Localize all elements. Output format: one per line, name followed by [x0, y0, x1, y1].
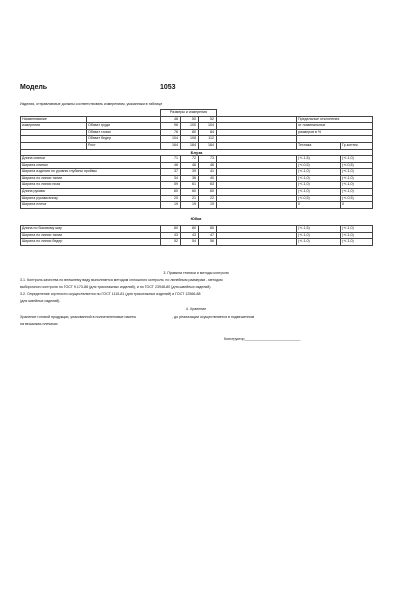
- cell-v2: 36: [181, 175, 199, 182]
- header-table: [20, 109, 373, 156]
- cell-tol2: (+/-1,0): [341, 175, 373, 182]
- table-row: [21, 129, 373, 136]
- cell-tol1: (+/-0,5): [297, 195, 341, 202]
- table-row: [21, 110, 373, 117]
- cell-v2: 54: [181, 239, 199, 246]
- paragraph-3-2-cont: (для швейных изделий).: [20, 299, 61, 303]
- section-4-title: 4. Хранение: [185, 307, 207, 311]
- cell-v3: 22: [199, 195, 217, 202]
- cell-tol1: (+/-1,5): [297, 226, 341, 233]
- cell-tol2: (+/-1,0): [341, 169, 373, 176]
- cell-empty: [217, 239, 297, 246]
- cell-name: Ширина изделия по уровню глубины проймы: [21, 169, 161, 176]
- cell-empty: [217, 169, 297, 176]
- section-title-blouse: Блуза: [21, 149, 373, 156]
- cell-tol2: (+/-1,0): [341, 156, 373, 163]
- cell-v3: 19: [199, 202, 217, 209]
- cell-empty: [217, 226, 297, 233]
- table-cell: размеров в %: [297, 129, 373, 136]
- cell-empty: [217, 175, 297, 182]
- table-row: [21, 182, 373, 189]
- sizes-header: Размеры и измерения: [161, 110, 217, 117]
- cell-tol2: 0: [341, 202, 373, 209]
- table-cell: Обхват талии: [87, 129, 161, 136]
- table-row: [21, 226, 373, 233]
- cell-tol1: 0: [297, 202, 341, 209]
- table-cell: от номинальных: [297, 123, 373, 130]
- table-cell: 76: [161, 129, 181, 136]
- cell-empty: [217, 188, 297, 195]
- cell-v3: 73: [199, 156, 217, 163]
- table-cell: 96: [161, 123, 181, 130]
- cell-v2: 43: [181, 232, 199, 239]
- table-cell: 108: [181, 136, 199, 143]
- cell-tol1: (+/-0,5): [297, 162, 341, 169]
- cell-name: Ширина спинки: [21, 162, 161, 169]
- table-cell: Техника: [297, 142, 341, 149]
- table-cell: [21, 142, 87, 149]
- table-cell: Предельные отклонения: [297, 116, 373, 123]
- table-row: [21, 239, 373, 246]
- table-cell: 50: [181, 116, 199, 123]
- cell-v1: 19: [161, 202, 181, 209]
- cell-v2: 61: [181, 182, 199, 189]
- cell-name: Длина рукава: [21, 188, 161, 195]
- cell-v3: 41: [199, 169, 217, 176]
- table-row: [21, 169, 373, 176]
- cell-v1: 20: [161, 195, 181, 202]
- cell-empty: [217, 182, 297, 189]
- paragraph-3-1-cont: выборочного контроля по ГОСТ 9.173-86 (для трикотажных изделий), и по ГОСТ 23948-80 (для швейных изделий).: [20, 285, 212, 289]
- cell-tol2: (+/-1,0): [341, 239, 373, 246]
- table-row: [21, 188, 373, 195]
- model-heading: [20, 84, 176, 91]
- table-cell: 100: [181, 123, 199, 130]
- cell-name: Ширина по линии бедер: [21, 239, 161, 246]
- table-cell: Обхват груди: [87, 123, 161, 130]
- cell-tol2: (+/-1,0): [341, 188, 373, 195]
- cell-v2: 19: [181, 202, 199, 209]
- cell-empty: [217, 195, 297, 202]
- cell-v1: 43: [161, 232, 181, 239]
- cell-tol1: (+/-1,0): [297, 182, 341, 189]
- blouse-table: [20, 155, 373, 209]
- table-cell: Обхват бедер: [87, 136, 161, 143]
- cell-v1: 60: [161, 188, 181, 195]
- cell-v3: 56: [199, 239, 217, 246]
- paragraph-3-2: 3.2. Определение сортности осуществляется по ГОСТ 1115-81 (для трикотажных изделий) и ГОСТ 12566-88: [20, 292, 201, 296]
- cell-v1: 59: [161, 182, 181, 189]
- paragraph-4: Хранение готовой продукции, упакованной в полиэтиленовые пакеты , до реализации осуществляется в подвешенном: [20, 315, 255, 319]
- cell-v1: 37: [161, 169, 181, 176]
- cell-tol1: (+/-1,0): [297, 232, 341, 239]
- table-cell: измерения: [21, 123, 87, 130]
- cell-empty: [217, 162, 297, 169]
- table-cell: Наименование: [21, 116, 87, 123]
- table-cell: [217, 142, 297, 149]
- paragraph-4-cont: на вешалках-плечиках: [20, 322, 58, 326]
- table-cell: 84: [199, 129, 217, 136]
- table-cell: Рост: [87, 142, 161, 149]
- cell-name: Ширина по линии низа: [21, 182, 161, 189]
- cell-v1: 52: [161, 239, 181, 246]
- table-cell: 164: [161, 142, 181, 149]
- cell-name: Длина по боковому шву: [21, 226, 161, 233]
- table-row: [21, 195, 373, 202]
- section-3-title: 3. Правила техники и методы контроля: [163, 271, 229, 275]
- table-row: [21, 136, 373, 143]
- cell-name: Ширина по линии талии: [21, 175, 161, 182]
- cell-tol1: (+/-1,0): [297, 239, 341, 246]
- table-row: [21, 156, 373, 163]
- signature-line: Конструктор____________________________: [224, 337, 301, 341]
- table-cell: [87, 116, 161, 123]
- skirt-section-header: [20, 216, 372, 222]
- cell-v1: 80: [161, 226, 181, 233]
- table-cell: Гр.контек.: [341, 142, 373, 149]
- table-cell: 164: [181, 142, 199, 149]
- cell-v2: 21: [181, 195, 199, 202]
- cell-v2: 39: [181, 169, 199, 176]
- cell-v3: 80: [199, 226, 217, 233]
- table-cell: 104: [161, 136, 181, 143]
- cell-empty: [217, 202, 297, 209]
- cell-v3: 47: [199, 232, 217, 239]
- cell-v3: 40: [199, 175, 217, 182]
- table-cell: [217, 136, 297, 143]
- table-cell: 164: [199, 142, 217, 149]
- cell-tol2: (+/-1,0): [341, 232, 373, 239]
- table-cell: 80: [181, 129, 199, 136]
- table-cell: [217, 129, 297, 136]
- cell-v3: 63: [199, 182, 217, 189]
- cell-name: Длина спинки: [21, 156, 161, 163]
- section-title-skirt: Юбка: [190, 216, 202, 221]
- table-cell: 104: [199, 123, 217, 130]
- cell-tol2: (+/-1,0): [341, 226, 373, 233]
- cell-tol1: (+/-1,0): [297, 188, 341, 195]
- cell-name: Ширина по линии талии: [21, 232, 161, 239]
- table-row: [21, 123, 373, 130]
- table-row: [21, 232, 373, 239]
- table-row: [21, 142, 373, 149]
- cell-v3: 60: [199, 188, 217, 195]
- table-cell: [21, 129, 87, 136]
- cell-v2: 60: [181, 188, 199, 195]
- cell-tol1: (+/-1,5): [297, 156, 341, 163]
- table-cell: [21, 136, 87, 143]
- model-number: 1053: [159, 84, 176, 91]
- table-row: [21, 202, 373, 209]
- cell-name: Ширина плеча: [21, 202, 161, 209]
- paragraph-3-1: 3.1. Контроль качества по внешнему виду выполняется методом сплошного контроля, по линейным размерам - методом: [20, 278, 223, 282]
- table-cell: [297, 136, 373, 143]
- cell-v2: 46: [181, 162, 199, 169]
- skirt-table: [20, 225, 373, 246]
- cell-name: Ширина рукава внизу: [21, 195, 161, 202]
- intro-text: Изделия, отправляемые должны соответствовать измерениям, указанным в таблице: [20, 102, 163, 106]
- cell-tol1: (+/-1,0): [297, 175, 341, 182]
- model-label: Модель: [20, 84, 48, 91]
- cell-tol2: (+/-0,5): [341, 195, 373, 202]
- cell-v1: 34: [161, 175, 181, 182]
- cell-v1: 71: [161, 156, 181, 163]
- cell-v1: 46: [161, 162, 181, 169]
- cell-v2: 80: [181, 226, 199, 233]
- cell-empty: [217, 232, 297, 239]
- table-cell: 48: [161, 116, 181, 123]
- table-cell: [217, 123, 297, 130]
- table-row: [21, 175, 373, 182]
- table-cell: 112: [199, 136, 217, 143]
- cell-tol2: (+/-0,5): [341, 162, 373, 169]
- cell-v3: 46: [199, 162, 217, 169]
- cell-tol1: (+/-1,0): [297, 169, 341, 176]
- cell-tol2: (+/-1,0): [341, 182, 373, 189]
- section-row-skirt: [20, 216, 372, 222]
- cell-v2: 72: [181, 156, 199, 163]
- cell-empty: [217, 156, 297, 163]
- table-row: [21, 162, 373, 169]
- table-cell: [217, 116, 297, 123]
- table-row: [21, 116, 373, 123]
- table-cell: 52: [199, 116, 217, 123]
